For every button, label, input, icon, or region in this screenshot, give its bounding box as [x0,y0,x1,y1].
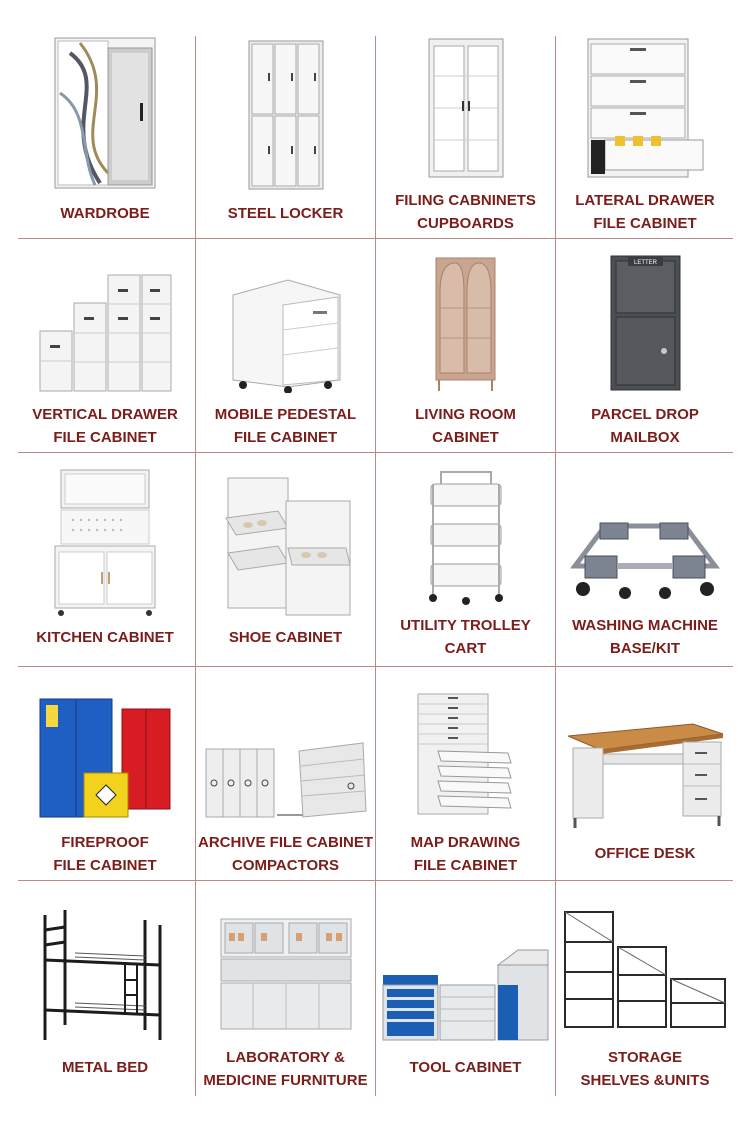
shelves-icon [560,907,730,1032]
product-label: OFFICE DESK [594,845,696,862]
product-label: LATERAL DRAWER FILE CABINET [575,192,715,232]
product-cell-lateral-drawer[interactable] [556,25,734,235]
product-cell-parcel-mailbox[interactable] [556,248,734,449]
product-cell-lab-furniture[interactable] [196,890,375,1092]
trolley-icon [421,466,511,606]
product-cell-storage-shelves[interactable] [556,890,734,1092]
product-label: WASHING MACHINE BASE/KIT [572,617,718,657]
product-cell-metal-bed[interactable] [15,890,195,1079]
product-label: STEEL LOCKER [227,205,344,222]
tool-cabinet-icon [378,945,553,1045]
mailbox-plate-text: LETTER [633,260,657,266]
kitchen-cabinet-icon [53,468,158,618]
product-label: KITCHEN CABINET [36,629,174,646]
product-label: LABORATORY & MEDICINE FURNITURE [203,1049,368,1089]
product-cell-archive-compactor[interactable] [196,676,375,877]
product-label: FIREPROOF FILE CABINET [53,834,157,874]
product-label: MAP DRAWING FILE CABINET [410,834,521,874]
product-cell-mobile-pedestal[interactable] [196,248,375,449]
product-cell-vertical-drawer[interactable] [15,248,195,449]
product-cell-kitchen-cabinet[interactable] [15,462,195,649]
product-label: LIVING ROOM CABINET [415,406,516,446]
product-cell-steel-locker[interactable] [196,25,375,225]
product-cell-wardrobe[interactable] [15,25,195,225]
product-label: WARDROBE [60,205,150,222]
divider [18,666,733,667]
product-cell-office-desk[interactable] [556,676,734,865]
product-label: PARCEL DROP MAILBOX [591,406,699,446]
product-label: FILING CABNINETS CUPBOARDS [395,192,536,232]
product-cell-washing-base[interactable] [556,462,734,660]
product-label: TOOL CABINET [409,1059,522,1076]
glass-cupboard-icon [426,36,506,181]
fireproof-cabinet-icon [38,691,173,821]
shoe-cabinet-icon [218,473,353,618]
bunk-bed-icon [35,905,175,1045]
lateral-drawer-icon [585,36,705,181]
product-label: METAL BED [61,1059,149,1076]
product-cell-utility-trolley[interactable] [376,462,555,660]
product-label: SHOE CABINET [228,629,343,646]
compactor-icon [201,741,371,821]
product-label: VERTICAL DRAWER FILE CABINET [32,406,178,446]
divider [18,452,733,453]
product-cell-living-room[interactable] [376,248,555,449]
wardrobe-icon [50,33,160,193]
locker-icon [246,38,326,193]
product-label: ARCHIVE FILE CABINET COMPACTORS [197,834,373,874]
divider [18,238,733,239]
divider [18,880,733,881]
product-label: UTILITY TROLLEY CART [400,617,531,657]
washer-base-icon [565,521,725,606]
product-cell-map-drawer[interactable] [376,676,555,877]
living-cabinet-icon [433,253,498,393]
mailbox-icon [608,253,683,393]
product-cell-fireproof[interactable] [15,676,195,877]
product-label: MOBILE PEDESTAL FILE CABINET [214,406,357,446]
product-cell-shoe-cabinet[interactable] [196,462,375,649]
vertical-drawer-icon [38,273,173,393]
product-label: STORAGE SHELVES &UNITS [580,1049,710,1089]
map-drawer-icon [413,691,518,821]
desk-icon [563,716,728,831]
product-cell-tool-cabinet[interactable] [376,890,555,1079]
product-cell-filing-cupboards[interactable] [376,25,555,235]
lab-cabinet-icon [216,917,356,1032]
pedestal-icon [228,275,343,393]
